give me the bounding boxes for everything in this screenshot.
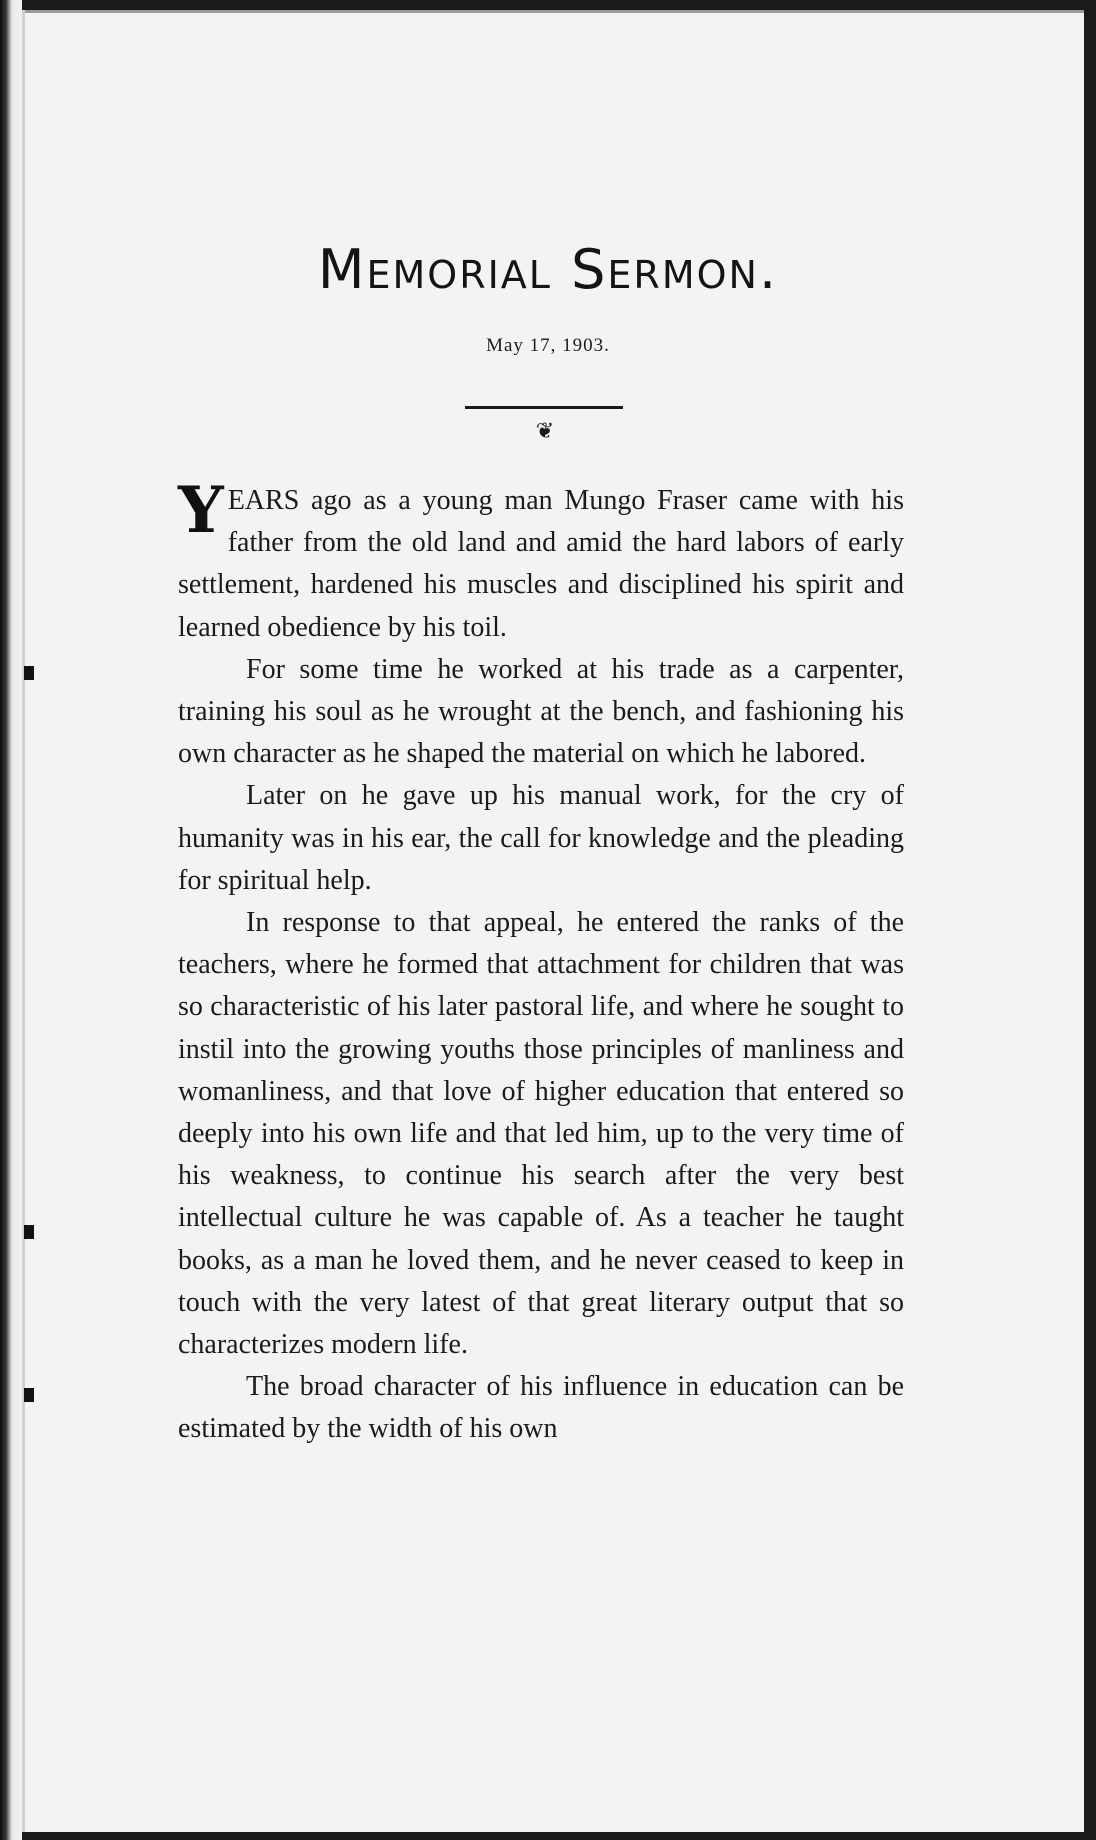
binding-mark: [24, 1225, 34, 1239]
paragraph: Later on he gave up his manual work, for the cry of humanity was in his ear, the call for knowledge and the pleading for spiritual help.: [178, 780, 904, 896]
paragraph: In response to that appeal, he entered the ranks of the teachers, where he formed that attachment for children that was so characteristic of his later pastoral life, and where he sought to instil into the growing youths those principles of manliness and womanliness, and that love of higher education that entered so deeply into his own life and that led him, up to the very time of his weakness, to continue his search after the very best intellectual culture he was capable of. As a teacher he taught books, as a man he loved them, and he never ceased to keep in touch with the very latest of that great literary output that so characterizes modern life.: [178, 907, 904, 1361]
fleuron-ornament: ❦: [535, 418, 555, 443]
paragraph: [178, 473, 904, 649]
binding-mark: [24, 1388, 34, 1402]
drop-cap: Y: [178, 473, 224, 548]
sermon-body: [178, 473, 904, 1451]
paragraph-text: EARS ago as a young man Mungo Fraser came with his father from the old land and amid the hard labors of early settlement, hardened his muscles and disciplined his spirit and learned obedience by his toil.: [178, 485, 904, 643]
paragraph: For some time he worked at his trade as a carpenter, training his soul as he wrought at the bench, and fashioning his own character as he shaped the material on which he labored.: [178, 653, 904, 770]
page-title: Memorial Sermon.: [317, 238, 779, 301]
binding-mark: [24, 666, 34, 680]
paragraph: The broad character of his influence in education can be estimated by the width of his own: [178, 1371, 904, 1445]
title-rule: [465, 406, 623, 409]
sermon-date: May 17, 1903.: [486, 335, 610, 356]
